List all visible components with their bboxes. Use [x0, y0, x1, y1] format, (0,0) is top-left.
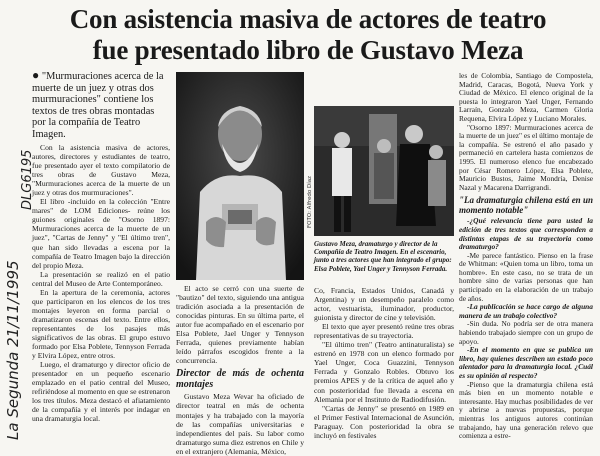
bullet-icon: ● — [32, 68, 40, 82]
photo-stage-actors — [314, 106, 454, 236]
qa-answer-3: -Pienso que la dramaturgia chilena está más bien en un momento notable e interesante. Hay muchas posibilidades de ver y abrirse a nuevas propuestas, porque mientras los antiguos autores continúan trabajando, hay una generación relevo que comienza a estre- — [459, 379, 593, 441]
col2-p1: El acto se cerró con una suerte de "bautizo" del texto, siguiendo una antigua tradición asociada a la presentación de conocidas pinturas. En su última parte, el autor fue acompañado en el escenario por Elsa Poblete, Jael Unger y Tennyson Ferrada, quienes previamente habían leído párrafos escogidos frente a la concurrencia. — [176, 284, 304, 366]
qa-answer-2: -Sin duda. No podría ser de otra manera habiendo trabajado siempre con un grupo de apoyo. — [459, 319, 593, 346]
portrait-image — [176, 72, 304, 280]
photo-caption: Gustavo Meza, dramaturgo y director de la Compañía de Teatro Imagen. En el escenario, junto a tres actores que han integrado el grupo: Elsa Poblete, Yael Unger y Tennyson Ferrada. — [314, 240, 452, 273]
col3-p4: "Cartas de Jenny" se presentó en 1989 en el Primer Festival Internacional de Asunción, Paraguay. Con posterioridad la obra se incluyó en festivales — [314, 403, 454, 440]
col3-p3: "El último tren" (Teatro antinaturalista) se estrenó en 1978 con un elenco formado por Yael Unger, Coca Guazzini, Tennyson Ferrada y Gonzalo Robles. Obtuvo los premios APES y de la crítica de aquel año y con posterioridad fue llevada a escena en Alemania por el Instituto de Radiodifusión. — [314, 340, 454, 404]
column-4 — [459, 72, 593, 441]
margin-handwriting: La Segunda 21/11/1995 — [4, 260, 22, 440]
column-3 — [314, 286, 454, 440]
headline — [28, 4, 588, 66]
col1-p5: Luego, el dramaturgo y director oficio de presentador en un pequeño escenario emplazado en el patio central del Museo, refiriéndose al momento en que se estrenaron los tres títulos. Meza destacó el afiatamiento de la compañía y el interés por indagar en una dramaturgia local. — [32, 360, 170, 424]
qa-question-3: -En el momento en que se publica un libro, hay quienes describen un estado poco alentador para la dramaturgia local. ¿Cuál es su opinión al respecto? — [459, 345, 593, 380]
qa-question-1: -¿Qué relevancia tiene para usted la edición de tres textos que corresponden a distintas etapas de su trayectoria como dramaturgo? — [459, 216, 593, 252]
lead-paragraph — [32, 70, 170, 140]
col4-p1: les de Colombia, Santiago de Compostela, Madrid, Caracas, Bogotá, Nueva York y Ciudad de México. El elenco original de la puesta lo integraron Yael Unger, Fernando Larraín, Gonzalo Meza, Carmen Gloria Requena, Elvira López y Luciano Morales. — [459, 71, 593, 123]
column-1 — [32, 70, 170, 423]
stage-image — [314, 106, 454, 236]
subhead-director: Director de más de ochenta montajes — [176, 368, 304, 391]
archive-code: DLG6195 — [20, 149, 35, 210]
col4-p2: "Osorno 1897: Murmuraciones acerca de la muerte de un juez" es el último montaje de la compañía. Se estrenó el año pasado y permaneció en cartelera hasta comienzos de 1995. El numeroso elenco fue encabezado por César Romero López, Elsa Poblete, Mauricio Bustos, Jaime Mondría, Denise Nazal y Macarena Darrigrandi. — [459, 122, 593, 192]
lead-text: "Murmuraciones acerca de la muerte de un juez y otras dos murmuraciones" contiene los textos de tres obras montadas por la compañía de Teatro Imagen. — [32, 71, 164, 140]
qa-answer-1: -Me parece fantástico. Pienso en la frase de Whitman: «Quien toma un libro, toma un hombre». En este caso, no se trata de un hombre sino de varias personas que han participado en la elaboración de un trabajo de años. — [459, 250, 593, 303]
col1-p4: En la apertura de la ceremonia, actores que participaron en los elencos de los tres montajes leyeron en forma parcial o dramatizaron escenas del texto. Entre ellos, representantes de los pasajes más significativos de las obras. El grupo estuvo formado por Elsa Poblete, Tennyson Ferrada y Elvira López, entre otros. — [32, 287, 170, 361]
column-2 — [176, 284, 304, 456]
subhead-dramaturgia: "La dramaturgia chilena está en un momento notable" — [459, 195, 593, 216]
headline-line-2: fue presentado libro de Gustavo Meza — [92, 35, 524, 65]
col3-p1: Co, Francia, Estados Unidos, Canadá y Argentina) y un desempeño paralelo como actor, vestuarista, iluminador, productor, guionista y director de cine y televisión. — [314, 286, 454, 323]
col1-p1: Con la asistencia masiva de actores, autores, directores y estudiantes de teatro, fue presentado ayer el texto compilatorio de tres obras de Gustavo Meza, "Murmuraciones acerca de la muerte de un juez y otras dos murmuraciones". — [32, 143, 170, 198]
photo-credit: FOTO: Alfredo Díaz — [307, 175, 313, 228]
qa-question-2: -La publicación se hace cargo de alguna manera de un trabajo colectivo? — [459, 302, 593, 320]
headline-line-1: Con asistencia masiva de actores de teatro — [69, 4, 547, 34]
photo-gustavo-meza — [176, 72, 304, 280]
col2-p2: Gustavo Meza Wevar ha oficiado de director teatral en más de ochenta montajes y ha trabajado con la mayoría de las compañías universitarias e independientes del país. Su labor como dramaturgo suma diez estrenos en Chile y en el extranjero (Alemania, México, — [176, 392, 304, 456]
col1-p2: El libro -incluido en la colección "Entre mares" de LOM Ediciones- reúne los guiones originales de "Osorno 1897: Murmuraciones acerca de la muerte de un juez", "Cartas de Jenny" y "El último tren", que han sido llevadas a escena por la compañía de Teatro Imagen bajo la dirección del propio Meza. — [32, 197, 170, 270]
col1-p3: La presentación se realizó en el patio central del Museo de Arte Contemporáneo. — [32, 269, 170, 288]
col3-p2: El texto que ayer presentó reúne tres obras representativas de su trayectoria. — [314, 322, 454, 341]
